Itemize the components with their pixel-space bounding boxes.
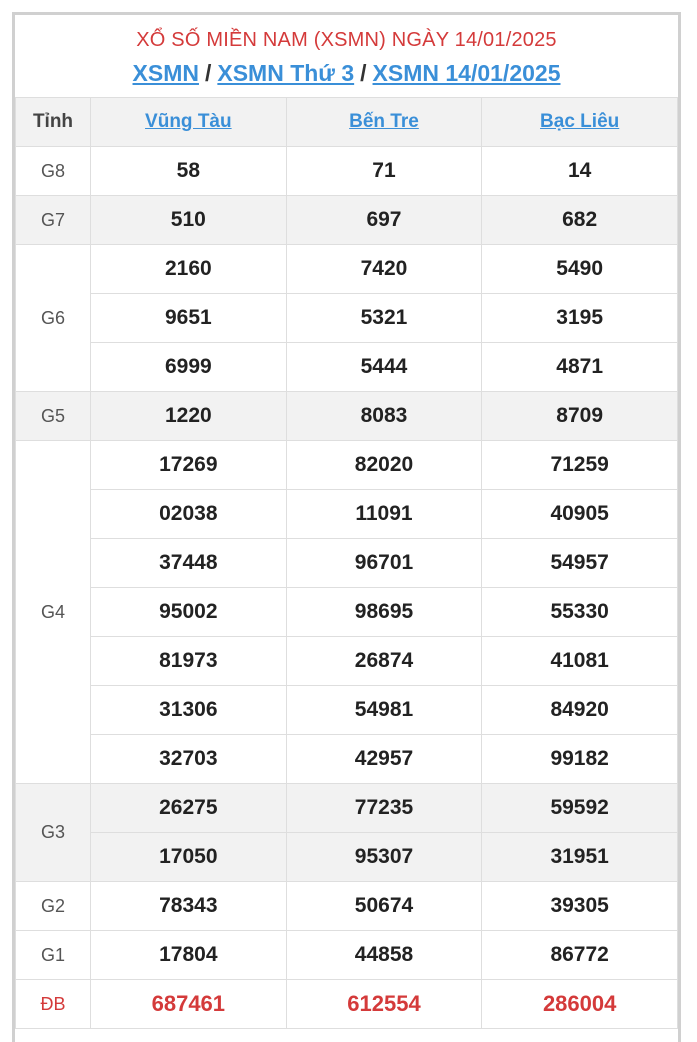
prize-number: 3195 (482, 294, 678, 343)
prize-number: 2160 (91, 245, 287, 294)
prize-number: 54981 (286, 686, 482, 735)
prize-number: 1220 (91, 392, 287, 441)
table-row (16, 735, 678, 784)
table-row (16, 245, 678, 294)
prize-number: 5444 (286, 343, 482, 392)
province-header-cell (286, 98, 482, 147)
prize-number: 96701 (286, 539, 482, 588)
prize-label: G6 (16, 245, 91, 392)
special-prize-number: 687461 (91, 980, 287, 1029)
prize-label: G2 (16, 882, 91, 931)
prize-number: 17269 (91, 441, 287, 490)
prize-number: 44858 (286, 931, 482, 980)
prize-number: 86772 (482, 931, 678, 980)
prize-number: 40905 (482, 490, 678, 539)
prize-number: 8709 (482, 392, 678, 441)
prize-number: 99182 (482, 735, 678, 784)
table-row (16, 588, 678, 637)
prize-number: 37448 (91, 539, 287, 588)
prize-number: 31951 (482, 833, 678, 882)
prize-number: 50674 (286, 882, 482, 931)
province-header-cell (91, 98, 287, 147)
prize-number: 9651 (91, 294, 287, 343)
prize-number: 7420 (286, 245, 482, 294)
prize-number: 11091 (286, 490, 482, 539)
prize-number: 697 (286, 196, 482, 245)
province-link[interactable]: Vũng Tàu (145, 111, 232, 132)
prize-number: 58 (91, 147, 287, 196)
prize-number: 98695 (286, 588, 482, 637)
table-row (16, 784, 678, 833)
breadcrumb-separator: / (360, 60, 367, 86)
breadcrumb-separator: / (204, 60, 212, 86)
table-row (16, 882, 678, 931)
prize-number: 26275 (91, 784, 287, 833)
prize-number: 81973 (91, 637, 287, 686)
prize-number: 682 (482, 196, 678, 245)
prize-number: 78343 (91, 882, 287, 931)
prize-number: 02038 (91, 490, 287, 539)
prize-number: 84920 (482, 686, 678, 735)
prize-number: 31306 (91, 686, 287, 735)
province-link[interactable]: Bến Tre (349, 111, 419, 132)
prize-label: G1 (16, 931, 91, 980)
province-header-cell (482, 98, 678, 147)
results-card (12, 12, 681, 1042)
prize-label: ĐB (16, 980, 91, 1029)
table-row (16, 637, 678, 686)
table-row (16, 833, 678, 882)
prize-label: G7 (16, 196, 91, 245)
table-row (16, 294, 678, 343)
prize-number: 77235 (286, 784, 482, 833)
prize-number: 4871 (482, 343, 678, 392)
prize-number: 82020 (286, 441, 482, 490)
prize-number: 71 (286, 147, 482, 196)
table-row (16, 931, 678, 980)
table-row (16, 539, 678, 588)
prize-label: G5 (16, 392, 91, 441)
page-title: XỔ SỐ MIỀN NAM (XSMN) NGÀY 14/01/2025 (136, 29, 557, 51)
prize-number: 5321 (286, 294, 482, 343)
breadcrumb-link-xsmn[interactable]: XSMN (132, 60, 199, 86)
prize-number: 95307 (286, 833, 482, 882)
prize-number: 42957 (286, 735, 482, 784)
results-body (16, 147, 678, 1029)
prize-number: 55330 (482, 588, 678, 637)
breadcrumb (15, 60, 678, 87)
prize-number: 17050 (91, 833, 287, 882)
table-row (16, 147, 678, 196)
table-row (16, 686, 678, 735)
prize-label: G8 (16, 147, 91, 196)
prize-label: G3 (16, 784, 91, 882)
prize-label: G4 (16, 441, 91, 784)
prize-number: 17804 (91, 931, 287, 980)
table-row (16, 196, 678, 245)
table-header-row (16, 98, 678, 147)
prize-number: 41081 (482, 637, 678, 686)
prize-number: 95002 (91, 588, 287, 637)
prize-number: 8083 (286, 392, 482, 441)
prize-number: 59592 (482, 784, 678, 833)
prize-number: 6999 (91, 343, 287, 392)
table-row (16, 441, 678, 490)
prize-number: 39305 (482, 882, 678, 931)
prize-number: 32703 (91, 735, 287, 784)
prize-number: 54957 (482, 539, 678, 588)
special-prize-number: 612554 (286, 980, 482, 1029)
special-prize-number: 286004 (482, 980, 678, 1029)
prize-number: 71259 (482, 441, 678, 490)
prize-number: 510 (91, 196, 287, 245)
province-column-header: Tỉnh (16, 98, 91, 147)
prize-number: 5490 (482, 245, 678, 294)
prize-number: 26874 (286, 637, 482, 686)
table-row (16, 392, 678, 441)
table-row (16, 343, 678, 392)
province-link[interactable]: Bạc Liêu (540, 111, 620, 132)
breadcrumb-link-date[interactable]: XSMN 14/01/2025 (372, 60, 561, 86)
table-row (16, 490, 678, 539)
prize-number: 14 (482, 147, 678, 196)
table-row (16, 980, 678, 1029)
breadcrumb-link-weekday[interactable]: XSMN Thứ 3 (217, 60, 355, 86)
results-table (15, 97, 678, 1029)
results-header (15, 15, 678, 97)
